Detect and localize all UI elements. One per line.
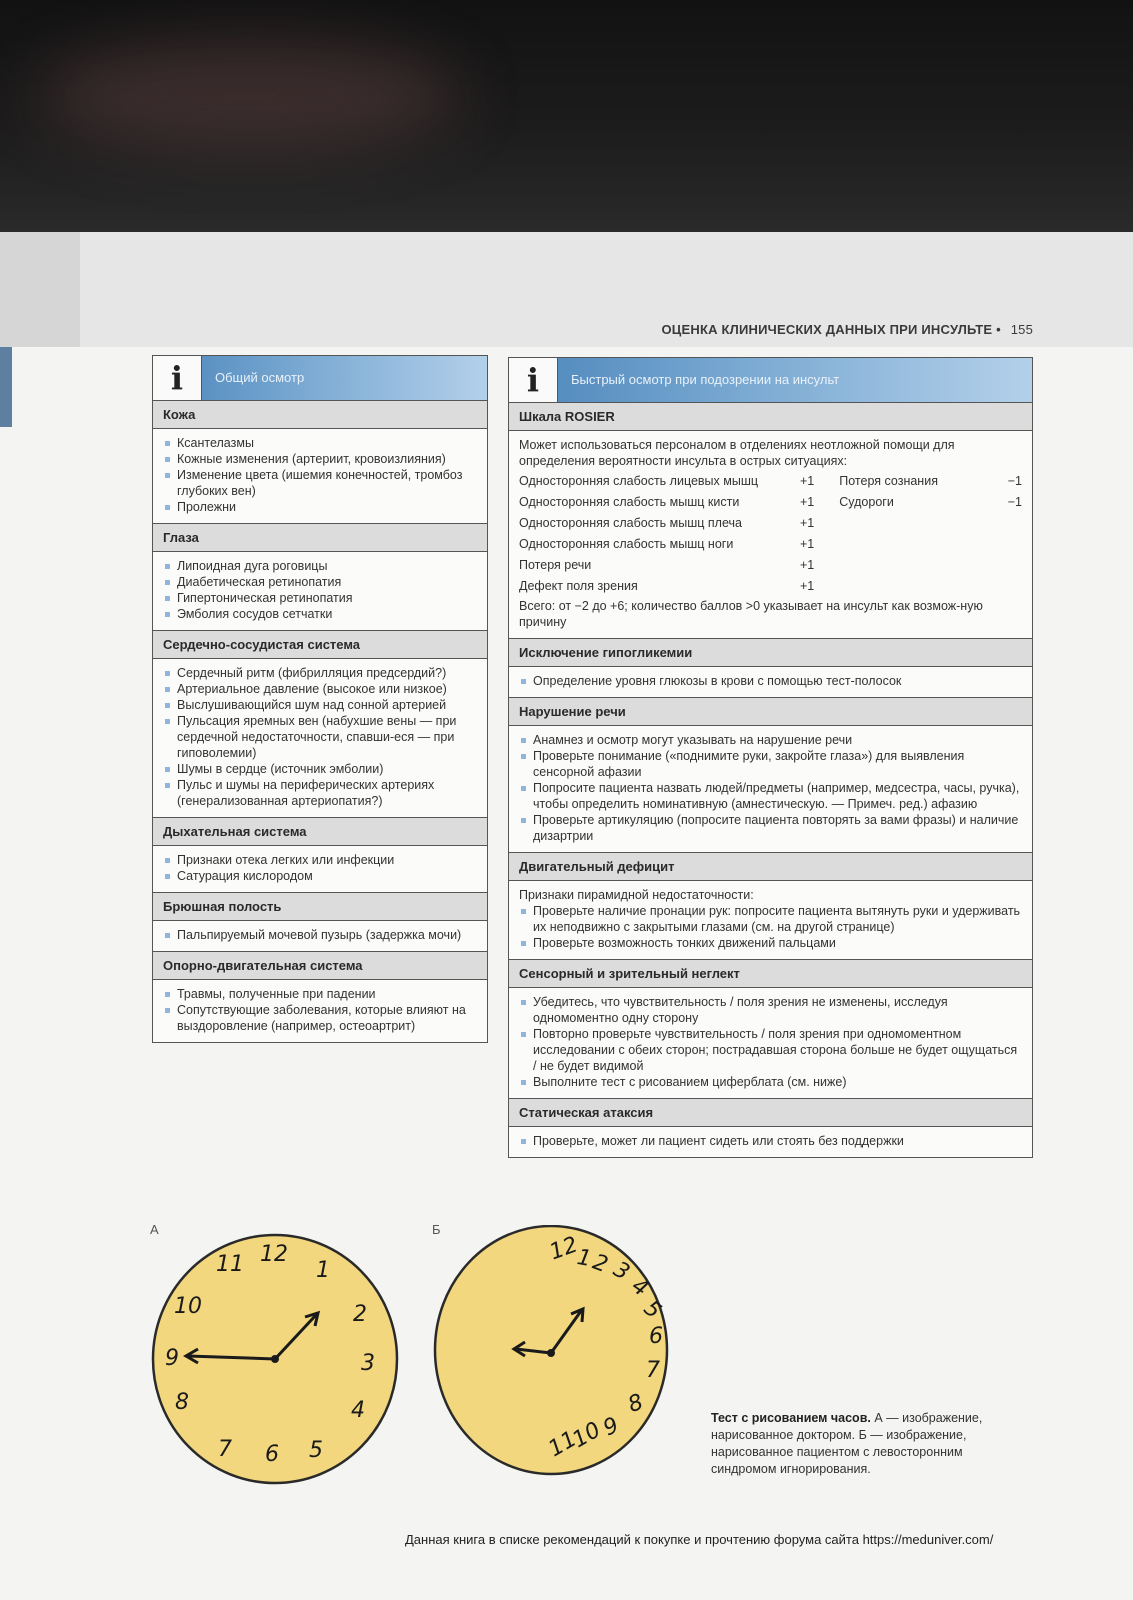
bullet-list: [163, 558, 477, 622]
box-sections: [509, 638, 1032, 1157]
clock-number: 10: [174, 1294, 202, 1319]
section-body: [153, 921, 487, 951]
rosier-score: +1: [799, 495, 815, 509]
section-body: [509, 726, 1032, 852]
box-title: Быстрый осмотр при подозрении на инсульт: [571, 372, 840, 387]
rosier-score: +1: [799, 579, 815, 593]
list-item: Диабетическая ретинопатия: [163, 574, 477, 590]
caption-text: А — изображение, нарисованное доктором. Б — изображение, нарисованное пациентом с левосторонним синдромом игнорирования.: [711, 1411, 983, 1476]
section-body: [509, 667, 1032, 697]
book-gutter: [0, 232, 80, 347]
figure-label-b: Б: [432, 1222, 441, 1237]
rosier-criterion-2: Потеря сознания: [839, 474, 938, 488]
running-header-bullet: •: [996, 322, 1001, 337]
clock-number: 1: [575, 1245, 594, 1273]
clock-number: 5: [638, 1295, 666, 1325]
rosier-row: [519, 513, 1022, 534]
section-heading: Кожа: [153, 401, 487, 429]
page-number: 155: [1010, 322, 1033, 337]
list-item: Пульсация яремных вен (набухшие вены — при сердечной недостаточности, спавши-еся — при гиповолемии): [163, 713, 477, 761]
list-item: Выполните тест с рисованием циферблата (см. ниже): [519, 1074, 1022, 1090]
clock-number: 8: [624, 1389, 647, 1419]
figure-caption: [711, 1410, 1031, 1478]
bullet-list: [163, 435, 477, 515]
section-body: [153, 552, 487, 630]
list-item: Проверьте артикуляцию (попросите пациента повторять за вами фразы) и наличие дизартрии: [519, 812, 1022, 844]
list-item: Кожные изменения (артериит, кровоизлияния): [163, 451, 477, 467]
clock-b-center: [547, 1349, 555, 1357]
rosier-score-2: −1: [1007, 495, 1022, 509]
stroke-exam-box: [508, 357, 1033, 1158]
section-heading: Глаза: [153, 523, 487, 552]
bullet-list: [519, 673, 1022, 689]
rosier-criterion: Односторонняя слабость мышц кисти: [519, 495, 740, 509]
rosier-criterion-2: [839, 513, 992, 534]
clock-number: 7: [218, 1437, 232, 1462]
rosier-body: [509, 431, 1032, 638]
section-heading: Брюшная полость: [153, 892, 487, 921]
bullet-list: [163, 852, 477, 884]
rosier-score-2: [993, 513, 1022, 534]
list-item: Убедитесь, что чувствительность / поля зрения не изменены, исследуя одномоментно одну сторону: [519, 994, 1022, 1026]
section-intro: Признаки пирамидной недостаточности:: [519, 888, 754, 902]
rosier-score: +1: [799, 516, 815, 530]
list-item: Определение уровня глюкозы в крови с помощью тест-полосок: [519, 673, 1022, 689]
list-item: Пальпируемый мочевой пузырь (задержка мочи): [163, 927, 477, 943]
list-item: Артериальное давление (высокое или низкое): [163, 681, 477, 697]
clock-a-drawing: [140, 1225, 410, 1495]
list-item: Проверьте наличие пронации рук: попросите пациента вытянуть руки и удерживать их неподвижно с закрытыми глазами (см. на другой странице): [519, 903, 1022, 935]
rosier-criterion: Дефект поля зрения: [519, 579, 638, 593]
bullet-list: [519, 903, 1022, 951]
rosier-score-2: [993, 555, 1022, 576]
section-heading: Двигательный дефицит: [509, 852, 1032, 881]
section-heading: Статическая атаксия: [509, 1098, 1032, 1127]
box-header: [509, 358, 1032, 403]
clock-number: 1: [316, 1258, 330, 1283]
clock-number: 3: [608, 1257, 634, 1286]
list-item: Шумы в сердце (источник эмболии): [163, 761, 477, 777]
list-item: Сердечный ритм (фибрилляция предсердий?): [163, 665, 477, 681]
section-heading: Исключение гипогликемии: [509, 638, 1032, 667]
section-heading: Нарушение речи: [509, 697, 1032, 726]
rosier-score: +1: [799, 537, 815, 551]
list-item: Травмы, полученные при падении: [163, 986, 477, 1002]
clock-number: 10: [568, 1417, 606, 1454]
rosier-row: [519, 576, 1022, 597]
rosier-criterion: Потеря речи: [519, 558, 592, 572]
clock-number: 11: [544, 1426, 582, 1463]
rosier-criterion: Односторонняя слабость лицевых мышц: [519, 474, 759, 488]
section-body: [509, 1127, 1032, 1157]
rosier-score-2: [993, 534, 1022, 555]
clock-number: 2: [353, 1302, 367, 1327]
section-body: [509, 881, 1032, 959]
list-item: Сатурация кислородом: [163, 868, 477, 884]
rosier-score: +1: [799, 474, 815, 488]
list-item: Проверьте возможность тонких движений пальцами: [519, 935, 1022, 951]
rosier-criterion-2: [839, 576, 992, 597]
running-header-title: ОЦЕНКА КЛИНИЧЕСКИХ ДАННЫХ ПРИ ИНСУЛЬТЕ: [661, 322, 993, 337]
clock-number: 9: [165, 1346, 179, 1371]
clock-number: 11: [216, 1252, 244, 1277]
running-header: [662, 322, 1034, 337]
clock-number: 12: [260, 1242, 288, 1267]
rosier-criterion-2: Судороги: [839, 495, 894, 509]
bullet-list: [519, 732, 1022, 844]
general-exam-box: [152, 355, 488, 1043]
section-body: [153, 429, 487, 523]
clock-number: 4: [351, 1398, 365, 1423]
rosier-table: [519, 471, 1022, 597]
rosier-criterion: Односторонняя слабость мышц ноги: [519, 537, 734, 551]
clock-number: 3: [361, 1351, 375, 1376]
clock-number: 8: [175, 1390, 189, 1415]
clock-number: 9: [599, 1412, 623, 1442]
section-heading: Дыхательная система: [153, 817, 487, 846]
figure-label-a: А: [150, 1222, 159, 1237]
list-item: Проверьте понимание («поднимите руки, закройте глаза») для выявления сенсорной афазии: [519, 748, 1022, 780]
list-item: Повторно проверьте чувствительность / поля зрения при одномоментном исследовании с обеих сторон; пострадавшая сторона больше не будет ощущаться / не будет видимой: [519, 1026, 1022, 1074]
section-heading: Шкала ROSIER: [509, 403, 1032, 431]
caption-bold: Тест с рисованием часов.: [711, 1411, 871, 1425]
box-title: Общий осмотр: [215, 370, 305, 385]
section-body: [153, 846, 487, 892]
list-item: Липоидная дуга роговицы: [163, 558, 477, 574]
clock-number: 2: [589, 1249, 612, 1279]
section-heading: Сенсорный и зрительный неглект: [509, 959, 1032, 988]
list-item: Выслушивающийся шум над сонной артерией: [163, 697, 477, 713]
rosier-criterion-2: [839, 534, 992, 555]
box-sections: [153, 401, 487, 1042]
list-item: Попросите пациента назвать людей/предметы (например, медсестра, часы, ручка), чтобы определить номинативную (амнестическую. — Примеч. ред.) афазию: [519, 780, 1022, 812]
footer-note: Данная книга в списке рекомендаций к покупке и прочтению форума сайта https://meduniver.com/: [405, 1532, 994, 1547]
clock-number: 7: [646, 1358, 660, 1383]
bullet-list: [519, 1133, 1022, 1149]
clock-number: 4: [626, 1273, 653, 1302]
list-item: Эмболия сосудов сетчатки: [163, 606, 477, 622]
rosier-row: [519, 534, 1022, 555]
clock-number: 12: [546, 1232, 582, 1266]
rosier-score-2: −1: [1007, 474, 1022, 488]
rosier-row: [519, 471, 1022, 492]
list-item: Ксантелазмы: [163, 435, 477, 451]
clock-b-drawing: [428, 1225, 678, 1495]
rosier-row: [519, 492, 1022, 513]
list-item: Сопутствующие заболевания, которые влияют на выздоровление (например, остеоартрит): [163, 1002, 477, 1034]
clock-number: 5: [309, 1438, 323, 1463]
rosier-total: Всего: от −2 до +6; количество баллов >0 указывает на инсульт как возмож-ную причину: [519, 599, 983, 629]
left-page-edge: [0, 347, 12, 427]
section-heading: Сердечно-сосудистая система: [153, 630, 487, 659]
bullet-list: [163, 665, 477, 809]
rosier-criterion: Односторонняя слабость мышц плеча: [519, 516, 742, 530]
list-item: Признаки отека легких или инфекции: [163, 852, 477, 868]
list-item: Гипертоническая ретинопатия: [163, 590, 477, 606]
clock-a-center: [271, 1355, 279, 1363]
rosier-score: +1: [799, 558, 815, 572]
rosier-row: [519, 555, 1022, 576]
rosier-criterion-2: [839, 555, 992, 576]
box-header: [153, 356, 487, 401]
page-top-shadow: [0, 0, 1133, 232]
list-item: Проверьте, может ли пациент сидеть или стоять без поддержки: [519, 1133, 1022, 1149]
list-item: Пульс и шумы на периферических артериях (генерализованная артериопатия?): [163, 777, 477, 809]
shadow-blur: [40, 40, 460, 150]
info-icon: i: [509, 358, 558, 402]
bullet-list: [519, 994, 1022, 1090]
clock-number: 6: [649, 1324, 663, 1349]
rosier-intro: Может использоваться персоналом в отделениях неотложной помощи для определения вероятности инсульта в острых ситуациях:: [519, 438, 955, 468]
info-icon: i: [153, 356, 202, 400]
section-body: [509, 988, 1032, 1098]
list-item: Пролежни: [163, 499, 477, 515]
rosier-score-2: [993, 576, 1022, 597]
section-body: [153, 980, 487, 1042]
bullet-list: [163, 986, 477, 1034]
clock-number: 6: [265, 1442, 279, 1467]
list-item: Изменение цвета (ишемия конечностей, тромбоз глубоких вен): [163, 467, 477, 499]
section-body: [153, 659, 487, 817]
bullet-list: [163, 927, 477, 943]
list-item: Анамнез и осмотр могут указывать на нарушение речи: [519, 732, 1022, 748]
section-heading: Опорно-двигательная система: [153, 951, 487, 980]
